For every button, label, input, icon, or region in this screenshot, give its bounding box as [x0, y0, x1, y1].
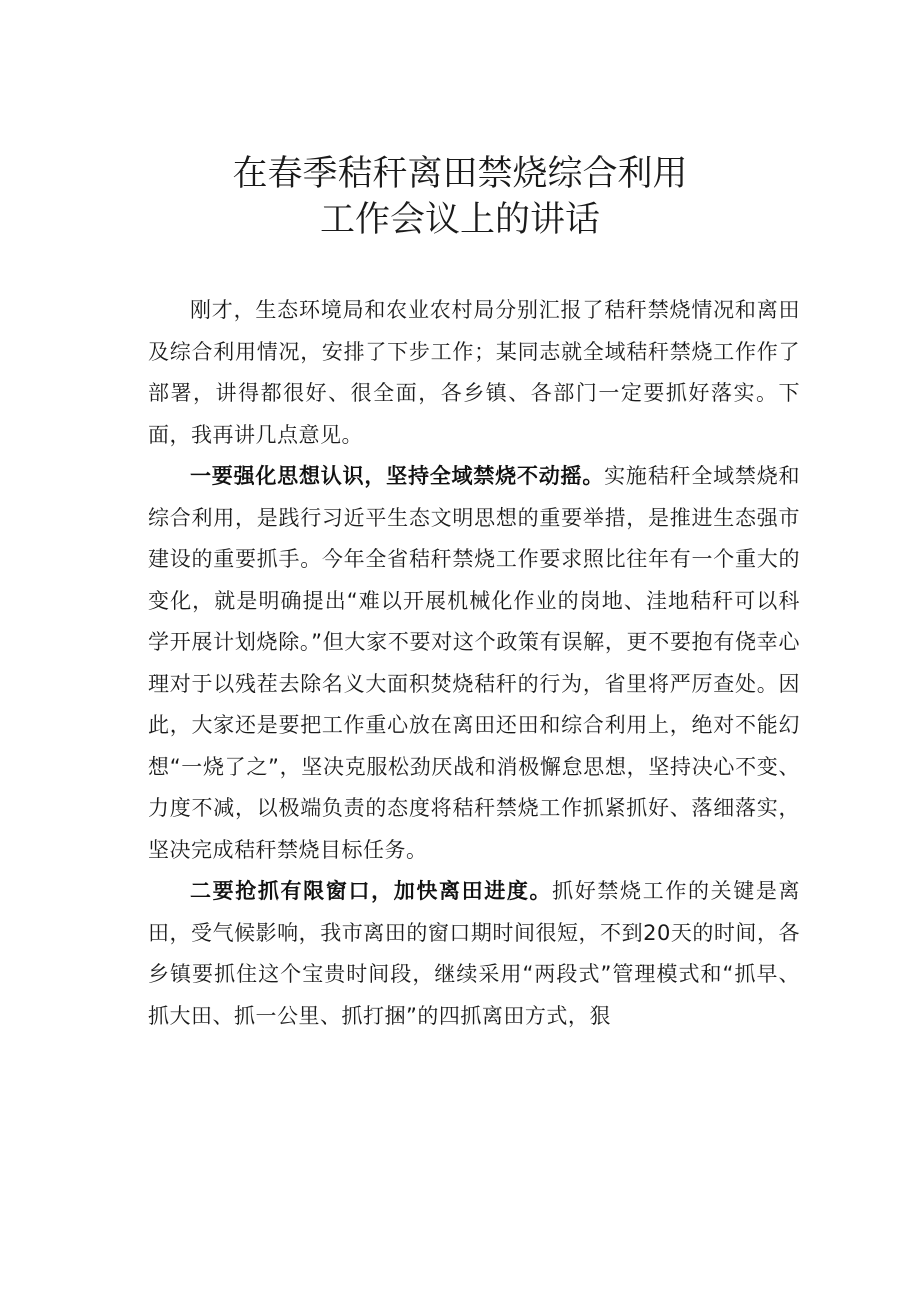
- paragraph-text: 刚才，生态环境局和农业农村局分别汇报了秸秆禁烧情况和离田及综合利用情况，安排了下步工作；某同志就全域秸秆禁烧工作作了部署，讲得都很好、很全面，各乡镇、各部门一定要抓好落实。下面，我再讲几点意见。: [148, 298, 800, 447]
- paragraph-heading: 一要强化思想认识，坚持全域禁烧不动摇。: [190, 464, 605, 488]
- document-body: [148, 290, 800, 1037]
- paragraph-point-one: [148, 456, 800, 871]
- paragraph-heading: 二要抢抓有限窗口，加快离田进度。: [190, 879, 553, 903]
- document-title-line1: 在春季秸秆离田禁烧综合利用: [232, 154, 688, 194]
- paragraph-intro: [148, 290, 800, 456]
- paragraph-text: 抓好禁烧工作的关键是离田，受气候影响，我市离田的窗口期时间很短，不到20天的时间，各乡镇要抓住这个宝贵时间段，继续采用“两段式”管理模式和“抓早、抓大田、抓一公里、抓打捆”的四抓离田方式，狠: [148, 879, 801, 1028]
- paragraph-point-two: [148, 871, 800, 1037]
- paragraph-text: 实施秸秆全域禁烧和综合利用，是践行习近平生态文明思想的重要举措，是推进生态强市建设的重要抓手。今年全省秸秆禁烧工作要求照比往年有一个重大的变化，就是明确提出“难以开展机械化作业的岗地、洼地秸秆可以科学开展计划烧除。”但大家不要对这个政策有误解，更不要抱有侥幸心理对于以残茬去除名义大面积焚烧秸秆的行为，省里将严厉查处。因此，大家还是要把工作重心放在离田还田和综合利用上，绝对不能幻想“一烧了之”，坚决克服松劲厌战和消极懈怠思想，坚持决心不变、力度不减，以极端负责的态度将秸秆禁烧工作抓紧抓好、落细落实，坚决完成秸秆禁烧目标任务。: [148, 464, 801, 862]
- document-title-line2: 工作会议上的讲话: [319, 200, 600, 240]
